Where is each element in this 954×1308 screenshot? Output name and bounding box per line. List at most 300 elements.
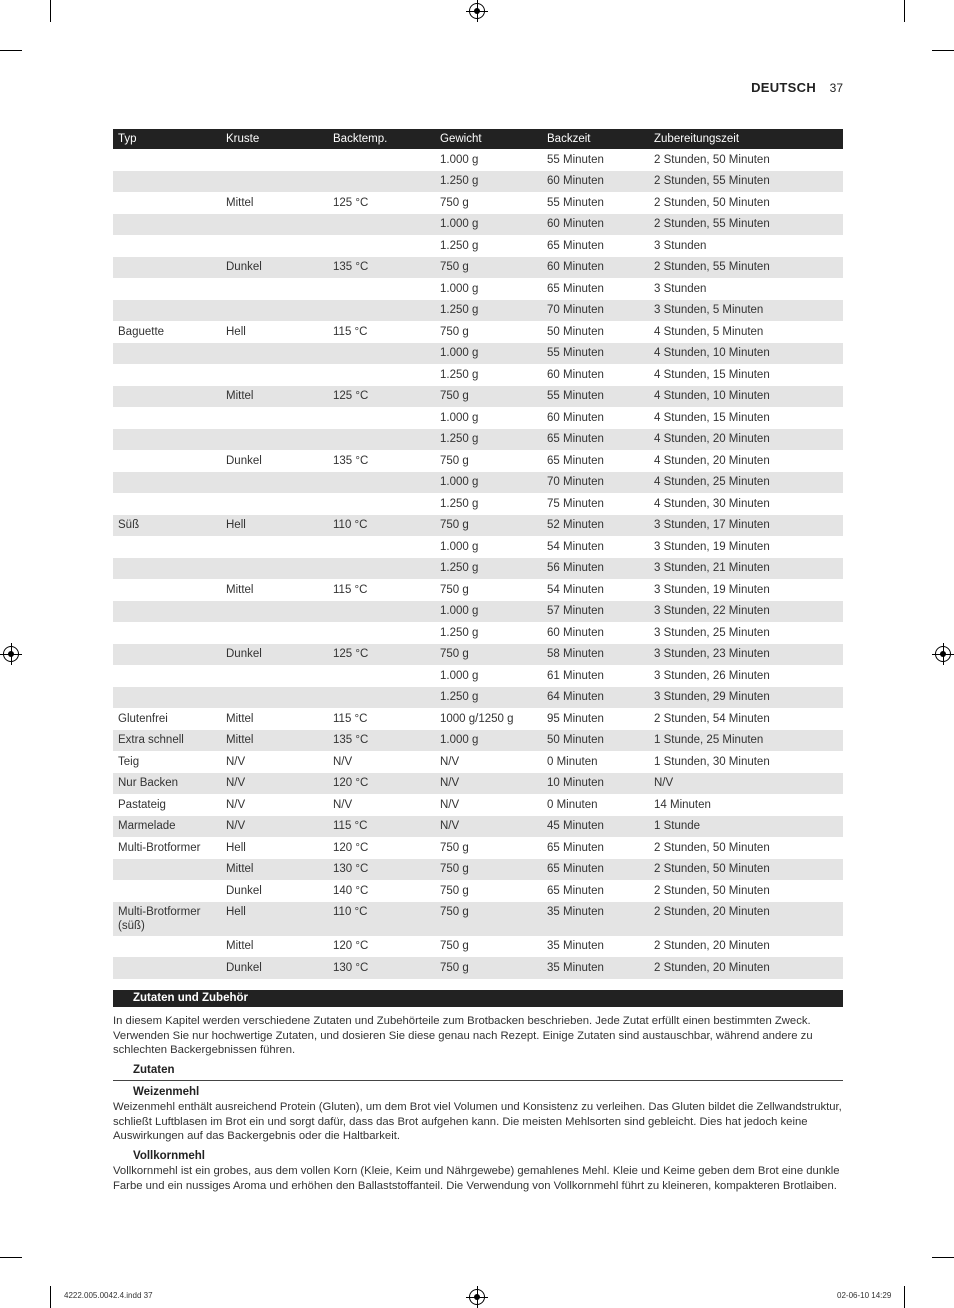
table-cell: Dunkel bbox=[221, 957, 328, 979]
table-cell bbox=[113, 450, 221, 472]
table-cell: 70 Minuten bbox=[542, 300, 649, 322]
table-cell: 1.000 g bbox=[440, 411, 479, 424]
table-cell: N/V bbox=[221, 773, 328, 795]
table-cell: 3 Stunden bbox=[654, 239, 707, 252]
table-cell: N/V bbox=[440, 798, 460, 811]
table-row bbox=[113, 407, 843, 429]
table-cell: 110 °C bbox=[328, 515, 435, 537]
table-cell: Multi-Brotformer bbox=[118, 841, 201, 854]
table-cell: 54 Minuten bbox=[547, 583, 604, 596]
table-row bbox=[113, 536, 843, 558]
table-cell: 2 Stunden, 55 Minuten bbox=[649, 214, 843, 236]
table-cell bbox=[221, 149, 328, 171]
crop-mark bbox=[932, 1257, 954, 1258]
column-header: Typ bbox=[113, 129, 221, 149]
table-cell: Mittel bbox=[226, 583, 254, 596]
table-row bbox=[113, 837, 843, 859]
table-cell: 3 Stunden bbox=[654, 282, 707, 295]
table-row bbox=[113, 321, 843, 343]
table-cell: 750 g bbox=[440, 884, 469, 897]
table-cell bbox=[113, 235, 221, 257]
table-row bbox=[113, 235, 843, 257]
column-header: Gewicht bbox=[435, 129, 542, 149]
table-cell bbox=[221, 687, 328, 709]
table-cell: 2 Stunden, 55 Minuten bbox=[649, 257, 843, 279]
table-cell: Mittel bbox=[226, 712, 254, 725]
table-cell: 3 Stunden, 29 Minuten bbox=[649, 687, 843, 709]
table-cell: 1 Stunde, 25 Minuten bbox=[649, 730, 843, 752]
table-cell: 65 Minuten bbox=[542, 429, 649, 451]
table-cell: 120 °C bbox=[333, 841, 369, 854]
table-cell bbox=[113, 278, 221, 300]
table-cell: Mittel bbox=[221, 730, 328, 752]
table-cell: N/V bbox=[435, 816, 542, 838]
divider bbox=[113, 1080, 843, 1081]
table-cell bbox=[113, 472, 221, 494]
table-cell bbox=[113, 558, 221, 580]
column-header: Backzeit bbox=[542, 129, 649, 149]
table-row bbox=[113, 364, 843, 386]
table-cell: 140 °C bbox=[333, 884, 369, 897]
table-cell: 115 °C bbox=[333, 712, 368, 725]
crop-mark bbox=[0, 50, 22, 51]
table-cell: 75 Minuten bbox=[547, 497, 604, 510]
table-cell: 2 Stunden, 20 Minuten bbox=[649, 957, 843, 979]
table-row bbox=[113, 816, 843, 838]
table-row bbox=[113, 493, 843, 515]
table-row bbox=[113, 751, 843, 773]
table-cell: 35 Minuten bbox=[547, 940, 604, 953]
table-cell: Süß bbox=[113, 515, 221, 537]
table-cell: 2 Stunden, 50 Minuten bbox=[654, 153, 770, 166]
table-cell: Dunkel bbox=[226, 884, 262, 897]
table-cell: 750 g bbox=[435, 386, 542, 408]
table-cell bbox=[113, 171, 221, 193]
table-cell bbox=[113, 957, 221, 979]
table-cell bbox=[113, 687, 221, 709]
crop-mark bbox=[50, 1286, 51, 1308]
table-cell: Teig bbox=[118, 755, 140, 768]
table-cell: Baguette bbox=[118, 325, 165, 338]
table-cell: 60 Minuten bbox=[542, 257, 649, 279]
table-cell: 2 Stunden, 55 Minuten bbox=[649, 171, 843, 193]
table-cell: Hell bbox=[226, 841, 246, 854]
crop-mark bbox=[0, 1257, 22, 1258]
table-cell: Dunkel bbox=[226, 454, 262, 467]
table-row bbox=[113, 708, 843, 730]
table-cell: 56 Minuten bbox=[542, 558, 649, 580]
item-text: Weizenmehl enthält ausreichend Protein (Gluten), um dem Brot viel Volumen und Konsistenz zu verleihen. Das Gluten bildet die Zellwandstruktur, schließt Luftblasen im Brot ein und sorgt dafür, dass das Brot aufgehen kann. Die meisten Mehlsorten sind gebleicht. Dies hat jedoch keine Auswirkungen auf das Backergebnis oder die Haltbarkeit. bbox=[113, 1101, 842, 1142]
table-cell: 35 Minuten bbox=[542, 957, 649, 979]
table-cell: 1.250 g bbox=[435, 558, 542, 580]
table-row bbox=[113, 429, 843, 451]
table-cell: 2 Stunden, 20 Minuten bbox=[649, 902, 843, 936]
table-cell: 750 g bbox=[435, 257, 542, 279]
table-cell: 3 Stunden, 22 Minuten bbox=[649, 601, 843, 623]
table-cell: 750 g bbox=[435, 859, 542, 881]
table-cell: N/V bbox=[226, 798, 246, 811]
table-cell: 3 Stunden, 5 Minuten bbox=[649, 300, 843, 322]
file-slug: 4222.005.0042.4.indd 37 bbox=[64, 1291, 153, 1300]
table-row bbox=[113, 450, 843, 472]
table-cell bbox=[328, 343, 435, 365]
table-cell: 750 g bbox=[440, 940, 469, 953]
table-cell bbox=[113, 300, 221, 322]
table-row bbox=[113, 665, 843, 687]
table-cell: 4 Stunden, 15 Minuten bbox=[654, 411, 770, 424]
table-cell bbox=[328, 558, 435, 580]
table-row bbox=[113, 579, 843, 601]
table-cell: 57 Minuten bbox=[542, 601, 649, 623]
section-intro: In diesem Kapitel werden verschiedene Zutaten und Zubehörteile zum Brotbacken beschrieben. Jede Zutat erfüllt einen bestimmten Zweck. Verwenden Sie nur hochwertige Zutaten, und dosieren Sie diese genau nach Rezept. Einige Zutaten sind austauschbar, während andere zu schlechten Backergebnissen führen. bbox=[113, 1015, 813, 1056]
table-cell: 1.000 g bbox=[440, 669, 479, 682]
table-cell bbox=[328, 536, 435, 558]
table-cell bbox=[113, 343, 221, 365]
table-cell: 3 Stunden, 25 Minuten bbox=[654, 626, 770, 639]
table-cell bbox=[221, 235, 328, 257]
table-cell: 4 Stunden, 5 Minuten bbox=[654, 325, 764, 338]
crop-mark bbox=[932, 50, 954, 51]
table-row bbox=[113, 558, 843, 580]
item-heading: Vollkornmehl bbox=[133, 1150, 205, 1162]
subsection-heading: Zutaten bbox=[133, 1064, 175, 1076]
table-cell: 110 °C bbox=[328, 902, 435, 936]
table-cell: 2 Stunden, 50 Minuten bbox=[654, 841, 770, 854]
table-cell bbox=[221, 472, 328, 494]
table-row bbox=[113, 515, 843, 537]
table-cell: Dunkel bbox=[221, 257, 328, 279]
table-cell: Multi-Brotformer (süß) bbox=[113, 902, 221, 936]
table-cell: 750 g bbox=[435, 902, 542, 936]
table-row bbox=[113, 730, 843, 752]
table-cell: 750 g bbox=[435, 644, 542, 666]
crop-mark bbox=[50, 0, 51, 22]
registration-mark-icon bbox=[3, 646, 19, 662]
table-row bbox=[113, 773, 843, 795]
table-cell: 65 Minuten bbox=[542, 859, 649, 881]
section-title: Zutaten und Zubehör bbox=[113, 990, 843, 1007]
table-cell bbox=[113, 149, 221, 171]
table-cell bbox=[328, 493, 435, 515]
table-body bbox=[113, 149, 843, 979]
table-cell: 120 °C bbox=[333, 940, 369, 953]
table-cell: 55 Minuten bbox=[547, 196, 604, 209]
column-header: Backtemp. bbox=[328, 129, 435, 149]
table-cell: 125 °C bbox=[328, 644, 435, 666]
table-cell: 60 Minuten bbox=[542, 171, 649, 193]
table-cell bbox=[221, 493, 328, 515]
table-cell: 95 Minuten bbox=[547, 712, 604, 725]
baking-table bbox=[113, 129, 843, 979]
table-cell bbox=[221, 214, 328, 236]
table-cell: 750 g bbox=[435, 515, 542, 537]
table-cell bbox=[221, 364, 328, 386]
table-cell bbox=[113, 644, 221, 666]
table-cell: 14 Minuten bbox=[654, 798, 711, 811]
crop-mark bbox=[904, 1286, 905, 1308]
table-cell: 120 °C bbox=[328, 773, 435, 795]
table-row bbox=[113, 687, 843, 709]
table-cell: 1.250 g bbox=[440, 626, 479, 639]
table-row bbox=[113, 192, 843, 214]
table-row bbox=[113, 902, 843, 936]
table-cell bbox=[221, 622, 328, 644]
table-row bbox=[113, 794, 843, 816]
table-cell: 1.000 g bbox=[435, 214, 542, 236]
table-cell bbox=[328, 364, 435, 386]
table-cell: 2 Stunden, 54 Minuten bbox=[654, 712, 770, 725]
table-cell: 4 Stunden, 30 Minuten bbox=[654, 497, 770, 510]
table-cell: 130 °C bbox=[328, 859, 435, 881]
table-cell: 4 Stunden, 25 Minuten bbox=[649, 472, 843, 494]
table-cell bbox=[221, 407, 328, 429]
table-cell: 3 Stunden, 26 Minuten bbox=[654, 669, 770, 682]
table-cell: Hell bbox=[226, 325, 246, 338]
table-cell: 2 Stunden, 50 Minuten bbox=[649, 859, 843, 881]
table-cell: N/V bbox=[221, 816, 328, 838]
table-cell bbox=[113, 579, 221, 601]
table-cell: N/V bbox=[333, 755, 353, 768]
table-cell: 60 Minuten bbox=[547, 411, 604, 424]
table-cell: Dunkel bbox=[221, 644, 328, 666]
item-text: Vollkornmehl ist ein grobes, aus dem vollen Korn (Kleie, Keim und Nährgewebe) gemahlenes Mehl. Kleie und Keime geben dem Brot eine dunkle Farbe und ein nussiges Aroma und erhöhen den Ballaststoffanteil. Die Verwendung von Vollkornmehl führt zu kleineren, kompakteren Brotlaiben. bbox=[113, 1165, 840, 1192]
table-cell bbox=[113, 601, 221, 623]
table-cell bbox=[328, 472, 435, 494]
table-cell: 750 g bbox=[440, 583, 469, 596]
table-cell: 3 Stunden, 19 Minuten bbox=[654, 540, 770, 553]
table-cell bbox=[221, 429, 328, 451]
table-cell: 115 °C bbox=[328, 816, 435, 838]
table-row bbox=[113, 343, 843, 365]
table-cell: 2 Stunden, 50 Minuten bbox=[654, 884, 770, 897]
table-cell: 750 g bbox=[435, 957, 542, 979]
table-cell: N/V bbox=[333, 798, 353, 811]
table-cell: 125 °C bbox=[333, 196, 369, 209]
table-cell: 54 Minuten bbox=[547, 540, 604, 553]
table-cell: Mittel bbox=[221, 386, 328, 408]
table-cell: 3 Stunden, 17 Minuten bbox=[649, 515, 843, 537]
table-cell bbox=[328, 235, 435, 257]
registration-mark-icon bbox=[469, 1289, 485, 1305]
table-cell: 3 Stunden, 23 Minuten bbox=[649, 644, 843, 666]
table-cell: 70 Minuten bbox=[542, 472, 649, 494]
page-header bbox=[751, 80, 843, 95]
table-cell bbox=[113, 364, 221, 386]
table-cell: Glutenfrei bbox=[118, 712, 168, 725]
table-cell bbox=[221, 300, 328, 322]
table-cell: 1 Stunden, 30 Minuten bbox=[654, 755, 770, 768]
table-cell: 60 Minuten bbox=[542, 214, 649, 236]
table-cell: 55 Minuten bbox=[547, 153, 604, 166]
table-cell: 2 Stunden, 20 Minuten bbox=[654, 940, 770, 953]
table-cell: 60 Minuten bbox=[547, 626, 604, 639]
page-number: 37 bbox=[829, 81, 843, 95]
table-cell: Hell bbox=[221, 515, 328, 537]
registration-mark-icon bbox=[935, 646, 951, 662]
table-cell bbox=[221, 601, 328, 623]
table-cell: 10 Minuten bbox=[542, 773, 649, 795]
table-row bbox=[113, 936, 843, 958]
table-cell: 1.250 g bbox=[435, 171, 542, 193]
table-cell: N/V bbox=[649, 773, 843, 795]
table-cell: 1.000 g bbox=[440, 282, 479, 295]
table-cell bbox=[221, 665, 328, 687]
table-cell: 58 Minuten bbox=[542, 644, 649, 666]
table-cell bbox=[113, 214, 221, 236]
table-cell: Hell bbox=[221, 902, 328, 936]
table-cell: 1.250 g bbox=[435, 300, 542, 322]
table-cell bbox=[113, 665, 221, 687]
table-cell bbox=[113, 192, 221, 214]
table-cell: 1.250 g bbox=[440, 239, 479, 252]
table-cell: 52 Minuten bbox=[542, 515, 649, 537]
table-row bbox=[113, 171, 843, 193]
table-row bbox=[113, 257, 843, 279]
table-row bbox=[113, 472, 843, 494]
table-cell: 65 Minuten bbox=[547, 282, 604, 295]
table-cell bbox=[328, 407, 435, 429]
table-cell: 3 Stunden, 19 Minuten bbox=[654, 583, 770, 596]
table-cell bbox=[328, 214, 435, 236]
table-cell bbox=[328, 300, 435, 322]
table-cell: Pastateig bbox=[118, 798, 166, 811]
table-cell: 750 g bbox=[440, 196, 469, 209]
table-cell: 135 °C bbox=[328, 257, 435, 279]
table-cell bbox=[113, 936, 221, 958]
table-cell: 1.000 g bbox=[435, 730, 542, 752]
item-heading: Weizenmehl bbox=[133, 1086, 200, 1098]
table-row bbox=[113, 300, 843, 322]
table-cell: 1.000 g bbox=[435, 472, 542, 494]
table-cell: 1.250 g bbox=[435, 429, 542, 451]
table-cell: 1 Stunde bbox=[649, 816, 843, 838]
table-cell: 4 Stunden, 10 Minuten bbox=[649, 386, 843, 408]
table-cell: 64 Minuten bbox=[542, 687, 649, 709]
table-cell: 65 Minuten bbox=[547, 841, 604, 854]
table-cell bbox=[328, 171, 435, 193]
table-cell: 0 Minuten bbox=[547, 755, 598, 768]
table-row bbox=[113, 149, 843, 171]
table-row bbox=[113, 601, 843, 623]
table-cell: 130 °C bbox=[328, 957, 435, 979]
table-cell: 4 Stunden, 15 Minuten bbox=[654, 368, 770, 381]
date-slug: 02-06-10 14:29 bbox=[837, 1291, 892, 1300]
table-cell bbox=[113, 622, 221, 644]
table-cell: Extra schnell bbox=[113, 730, 221, 752]
table-row bbox=[113, 214, 843, 236]
table-cell: Mittel bbox=[226, 940, 254, 953]
table-cell bbox=[328, 622, 435, 644]
table-cell: 50 Minuten bbox=[542, 730, 649, 752]
column-header: Zubereitungszeit bbox=[649, 129, 843, 149]
table-cell: 135 °C bbox=[328, 730, 435, 752]
table-cell: Marmelade bbox=[113, 816, 221, 838]
table-cell bbox=[328, 687, 435, 709]
table-cell: N/V bbox=[226, 755, 246, 768]
table-row bbox=[113, 644, 843, 666]
table-cell: 65 Minuten bbox=[547, 454, 604, 467]
table-cell bbox=[221, 343, 328, 365]
table-cell: 1.000 g bbox=[435, 343, 542, 365]
table-cell: 750 g bbox=[440, 841, 469, 854]
table-cell: Nur Backen bbox=[113, 773, 221, 795]
registration-mark-icon bbox=[469, 3, 485, 19]
table-cell: 1.000 g bbox=[435, 601, 542, 623]
table-row bbox=[113, 622, 843, 644]
table-cell: 4 Stunden, 10 Minuten bbox=[649, 343, 843, 365]
table-row bbox=[113, 386, 843, 408]
table-cell bbox=[113, 429, 221, 451]
table-cell: 1.250 g bbox=[440, 497, 479, 510]
table-cell: N/V bbox=[435, 773, 542, 795]
table-header-row bbox=[113, 129, 843, 149]
table-cell bbox=[328, 149, 435, 171]
table-cell: 1.000 g bbox=[440, 153, 479, 166]
table-cell: 750 g bbox=[440, 454, 469, 467]
table-cell: 65 Minuten bbox=[547, 239, 604, 252]
table-row bbox=[113, 859, 843, 881]
table-cell: 61 Minuten bbox=[547, 669, 604, 682]
table-cell: 0 Minuten bbox=[547, 798, 598, 811]
table-cell: 1.000 g bbox=[440, 540, 479, 553]
table-cell: 4 Stunden, 20 Minuten bbox=[654, 454, 770, 467]
table-cell: N/V bbox=[440, 755, 460, 768]
table-cell: Mittel bbox=[221, 859, 328, 881]
table-cell: 35 Minuten bbox=[542, 902, 649, 936]
table-cell bbox=[113, 407, 221, 429]
table-cell bbox=[328, 278, 435, 300]
table-cell: 60 Minuten bbox=[547, 368, 604, 381]
table-cell bbox=[113, 859, 221, 881]
table-cell: 2 Stunden, 50 Minuten bbox=[654, 196, 770, 209]
table-row bbox=[113, 278, 843, 300]
table-cell: 115 °C bbox=[333, 583, 368, 596]
table-cell bbox=[113, 880, 221, 902]
table-cell: 115 °C bbox=[333, 325, 368, 338]
table-cell: 1000 g/1250 g bbox=[440, 712, 514, 725]
table-cell bbox=[113, 493, 221, 515]
table-cell: Mittel bbox=[226, 196, 254, 209]
table-cell bbox=[113, 257, 221, 279]
table-cell bbox=[113, 386, 221, 408]
language-label: DEUTSCH bbox=[751, 80, 817, 95]
table-row bbox=[113, 880, 843, 902]
table-cell bbox=[221, 558, 328, 580]
table-cell bbox=[113, 536, 221, 558]
table-row bbox=[113, 957, 843, 979]
table-cell: 750 g bbox=[440, 325, 469, 338]
table-cell: 3 Stunden, 21 Minuten bbox=[649, 558, 843, 580]
table-cell: 135 °C bbox=[333, 454, 369, 467]
table-cell: 55 Minuten bbox=[542, 343, 649, 365]
column-header: Kruste bbox=[221, 129, 328, 149]
table-cell bbox=[328, 601, 435, 623]
table-cell bbox=[221, 171, 328, 193]
table-cell: 125 °C bbox=[328, 386, 435, 408]
table-cell: 55 Minuten bbox=[542, 386, 649, 408]
table-cell bbox=[221, 536, 328, 558]
table-cell: 1.250 g bbox=[440, 368, 479, 381]
table-cell: 45 Minuten bbox=[542, 816, 649, 838]
table-cell: 65 Minuten bbox=[547, 884, 604, 897]
table-cell bbox=[328, 665, 435, 687]
crop-mark bbox=[904, 0, 905, 22]
table-cell: 50 Minuten bbox=[547, 325, 604, 338]
table-cell bbox=[328, 429, 435, 451]
table-cell: 1.250 g bbox=[435, 687, 542, 709]
table-cell: 4 Stunden, 20 Minuten bbox=[649, 429, 843, 451]
table-cell bbox=[221, 278, 328, 300]
